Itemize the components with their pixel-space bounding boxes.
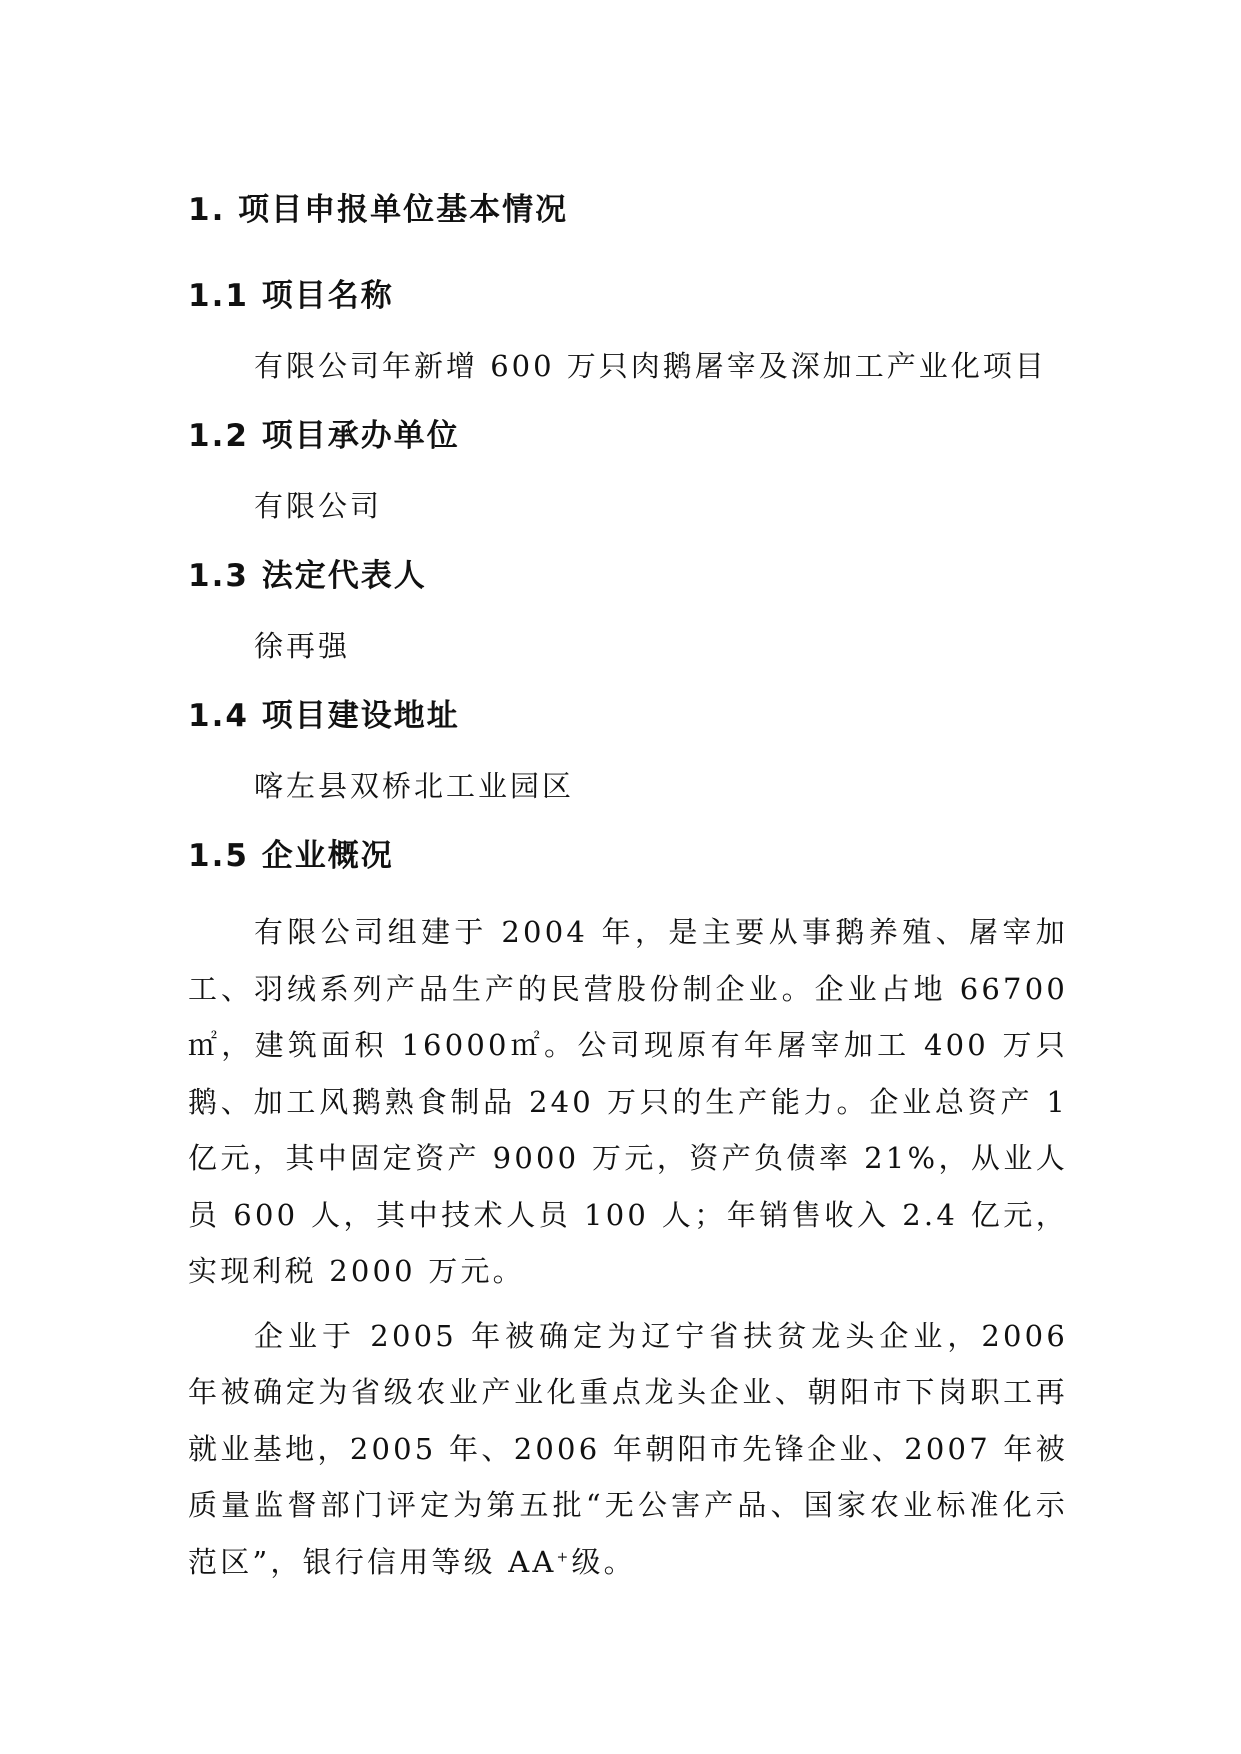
item-heading-undertaking-unit: 1.2 项目承办单位 xyxy=(188,418,460,454)
document-content xyxy=(188,188,1068,1598)
item-heading-project-name: 1.1 项目名称 xyxy=(188,278,394,314)
item-value-legal-representative: 徐再强 xyxy=(254,629,351,663)
item-value-project-name: 有限公司年新增 600 万只肉鹅屠宰及深加工产业化项目 xyxy=(254,349,1047,383)
item-heading-company-overview: 1.5 企业概况 xyxy=(188,838,394,874)
item-value-construction-address: 喀左县双桥北工业园区 xyxy=(254,769,575,803)
overview-paragraph-1-text: 有限公司组建于 2004 年，是主要从事鹅养殖、屠宰加工、羽绒系列产品生产的民营股份制企业。企业占地 66700㎡，建筑面积 16000㎡。公司现原有年屠宰加工 400 万只鹅、加工风鹅熟食制品 240 万只的生产能力。企业总资产 1 亿元，其中固定资产 9000 万元，资产负债率 21%，从业人员 600 人，其中技术人员 100 人；年销售收入 2.4 亿元，实现利税 2000 万元。 xyxy=(188,915,1068,1288)
overview-paragraph-2-end: 级。 xyxy=(571,1544,636,1579)
item-heading-construction-address: 1.4 项目建设地址 xyxy=(188,698,460,734)
credit-grade-plus: + xyxy=(556,1548,572,1565)
overview-paragraph-1 xyxy=(188,904,1068,1300)
section-title: 1. 项目申报单位基本情况 xyxy=(188,192,569,228)
overview-paragraph-2 xyxy=(188,1308,1068,1591)
overview-paragraph-2-text: 企业于 2005 年被确定为辽宁省扶贫龙头企业，2006 年被确定为省级农业产业化重点龙头企业、朝阳市下岗职工再就业基地，2005 年、2006 年朝阳市先锋企业、2007 年被质量监督部门评定为第五批“无公害产品、国家农业标准化示范区”，银行信用等级 AA xyxy=(188,1318,1068,1579)
item-heading-legal-representative: 1.3 法定代表人 xyxy=(188,558,427,594)
item-value-undertaking-unit: 有限公司 xyxy=(254,489,383,523)
